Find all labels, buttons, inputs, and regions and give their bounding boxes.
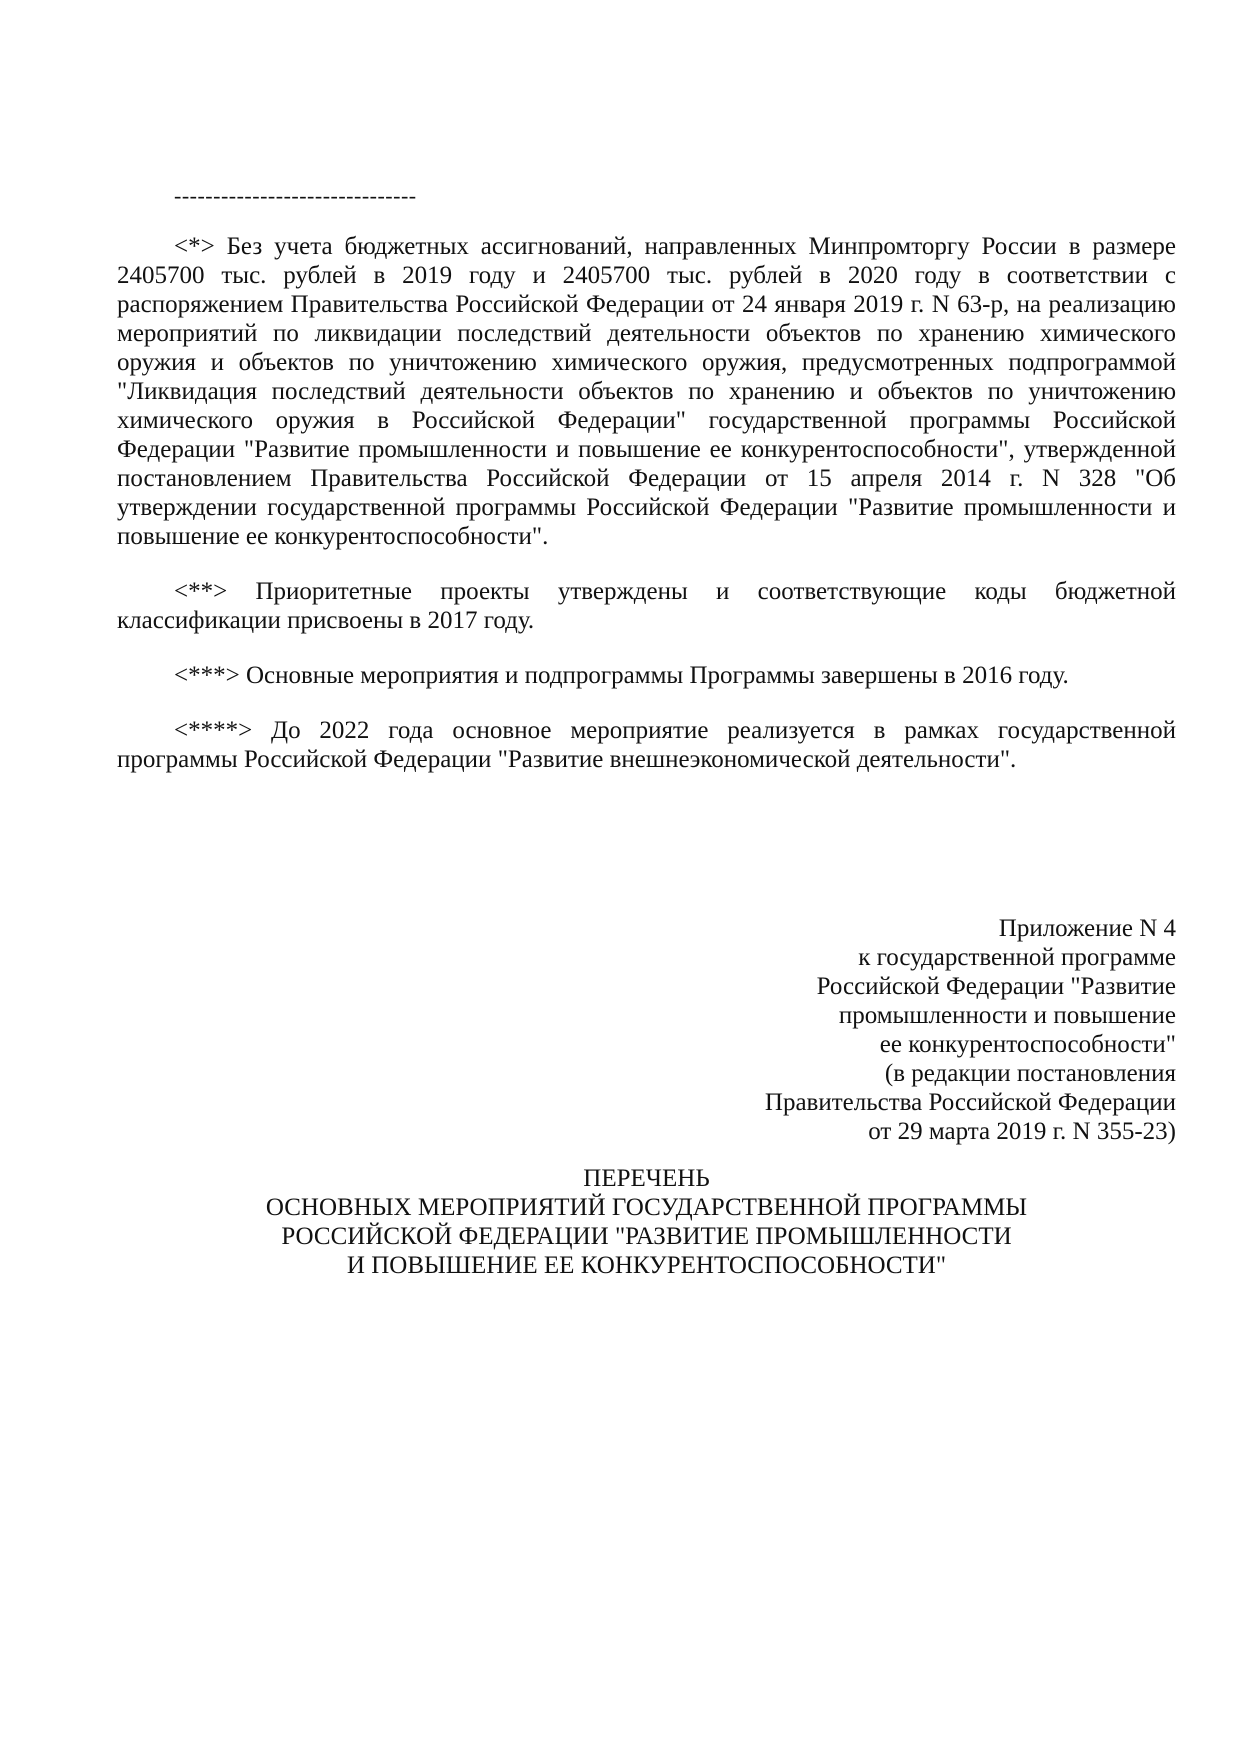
heading-line: ОСНОВНЫХ МЕРОПРИЯТИЙ ГОСУДАРСТВЕННОЙ ПРОГРАММЫ [265, 1194, 1028, 1221]
footnote-marker: <*> [174, 233, 215, 260]
footnotes-block [117, 232, 1176, 800]
footnote-text: Приоритетные проекты утверждены и соответствующие коды бюджетной классификации присвоены в 2017 году. [117, 578, 1177, 634]
footnote-marker: <***> [174, 662, 240, 689]
footnote-4 [117, 716, 1176, 774]
appendix-line: Правительства Российской Федерации [764, 1089, 1176, 1116]
appendix-line: промышленности и повышение [838, 1002, 1176, 1029]
footnote-separator: ------------------------------- [174, 183, 417, 208]
footnote-text: Основные мероприятия и подпрограммы Программы завершены в 2016 году. [245, 662, 1069, 689]
heading-line: ПЕРЕЧЕНЬ [583, 1165, 710, 1192]
footnote-marker: <****> [174, 717, 253, 744]
footnote-3 [117, 661, 1176, 690]
appendix-reference [616, 914, 1176, 1146]
appendix-line: Российской Федерации "Развитие [816, 973, 1176, 1000]
document-heading [117, 1164, 1176, 1280]
appendix-line: от 29 марта 2019 г. N 355-23) [868, 1118, 1176, 1145]
footnote-text: До 2022 года основное мероприятие реализуется в рамках государственной программы Российской Федерации "Развитие внешнеэкономической деятельности". [117, 717, 1177, 773]
footnote-marker: <**> [174, 578, 228, 605]
footnote-text: Без учета бюджетных ассигнований, направленных Минпромторгу России в размере 2405700 тыс. рублей в 2019 году и 2405700 тыс. рублей в 2020 году в соответствии с распоряжением Правительства Российской Федерации от 24 января 2019 г. N 63-р, на реализацию мероприятий по ликвидации последствий деятельности объектов по хранению химического оружия и объектов по уничтожению химического оружия, предусмотренных подпрограммой "Ликвидация последствий деятельности объектов по хранению и объектов по уничтожению химического оружия в Российской Федерации" государственной программы Российской Федерации "Развитие промышленности и повышение ее конкурентоспособности", утвержденной постановлением Правительства Российской Федерации от 15 апреля 2014 г. N 328 "Об утверждении государственной программы Российской Федерации "Развитие промышленности и повышение ее конкурентоспособности". [117, 233, 1176, 550]
appendix-line: Приложение N 4 [998, 915, 1176, 942]
heading-line: РОССИЙСКОЙ ФЕДЕРАЦИИ "РАЗВИТИЕ ПРОМЫШЛЕННОСТИ [281, 1223, 1012, 1250]
heading-line: И ПОВЫШЕНИЕ ЕЕ КОНКУРЕНТОСПОСОБНОСТИ" [346, 1252, 947, 1279]
appendix-line: (в редакции постановления [884, 1060, 1176, 1087]
footnote-1 [117, 232, 1176, 551]
appendix-line: к государственной программе [858, 944, 1176, 971]
appendix-line: ее конкурентоспособности" [879, 1031, 1176, 1058]
footnote-2 [117, 577, 1176, 635]
